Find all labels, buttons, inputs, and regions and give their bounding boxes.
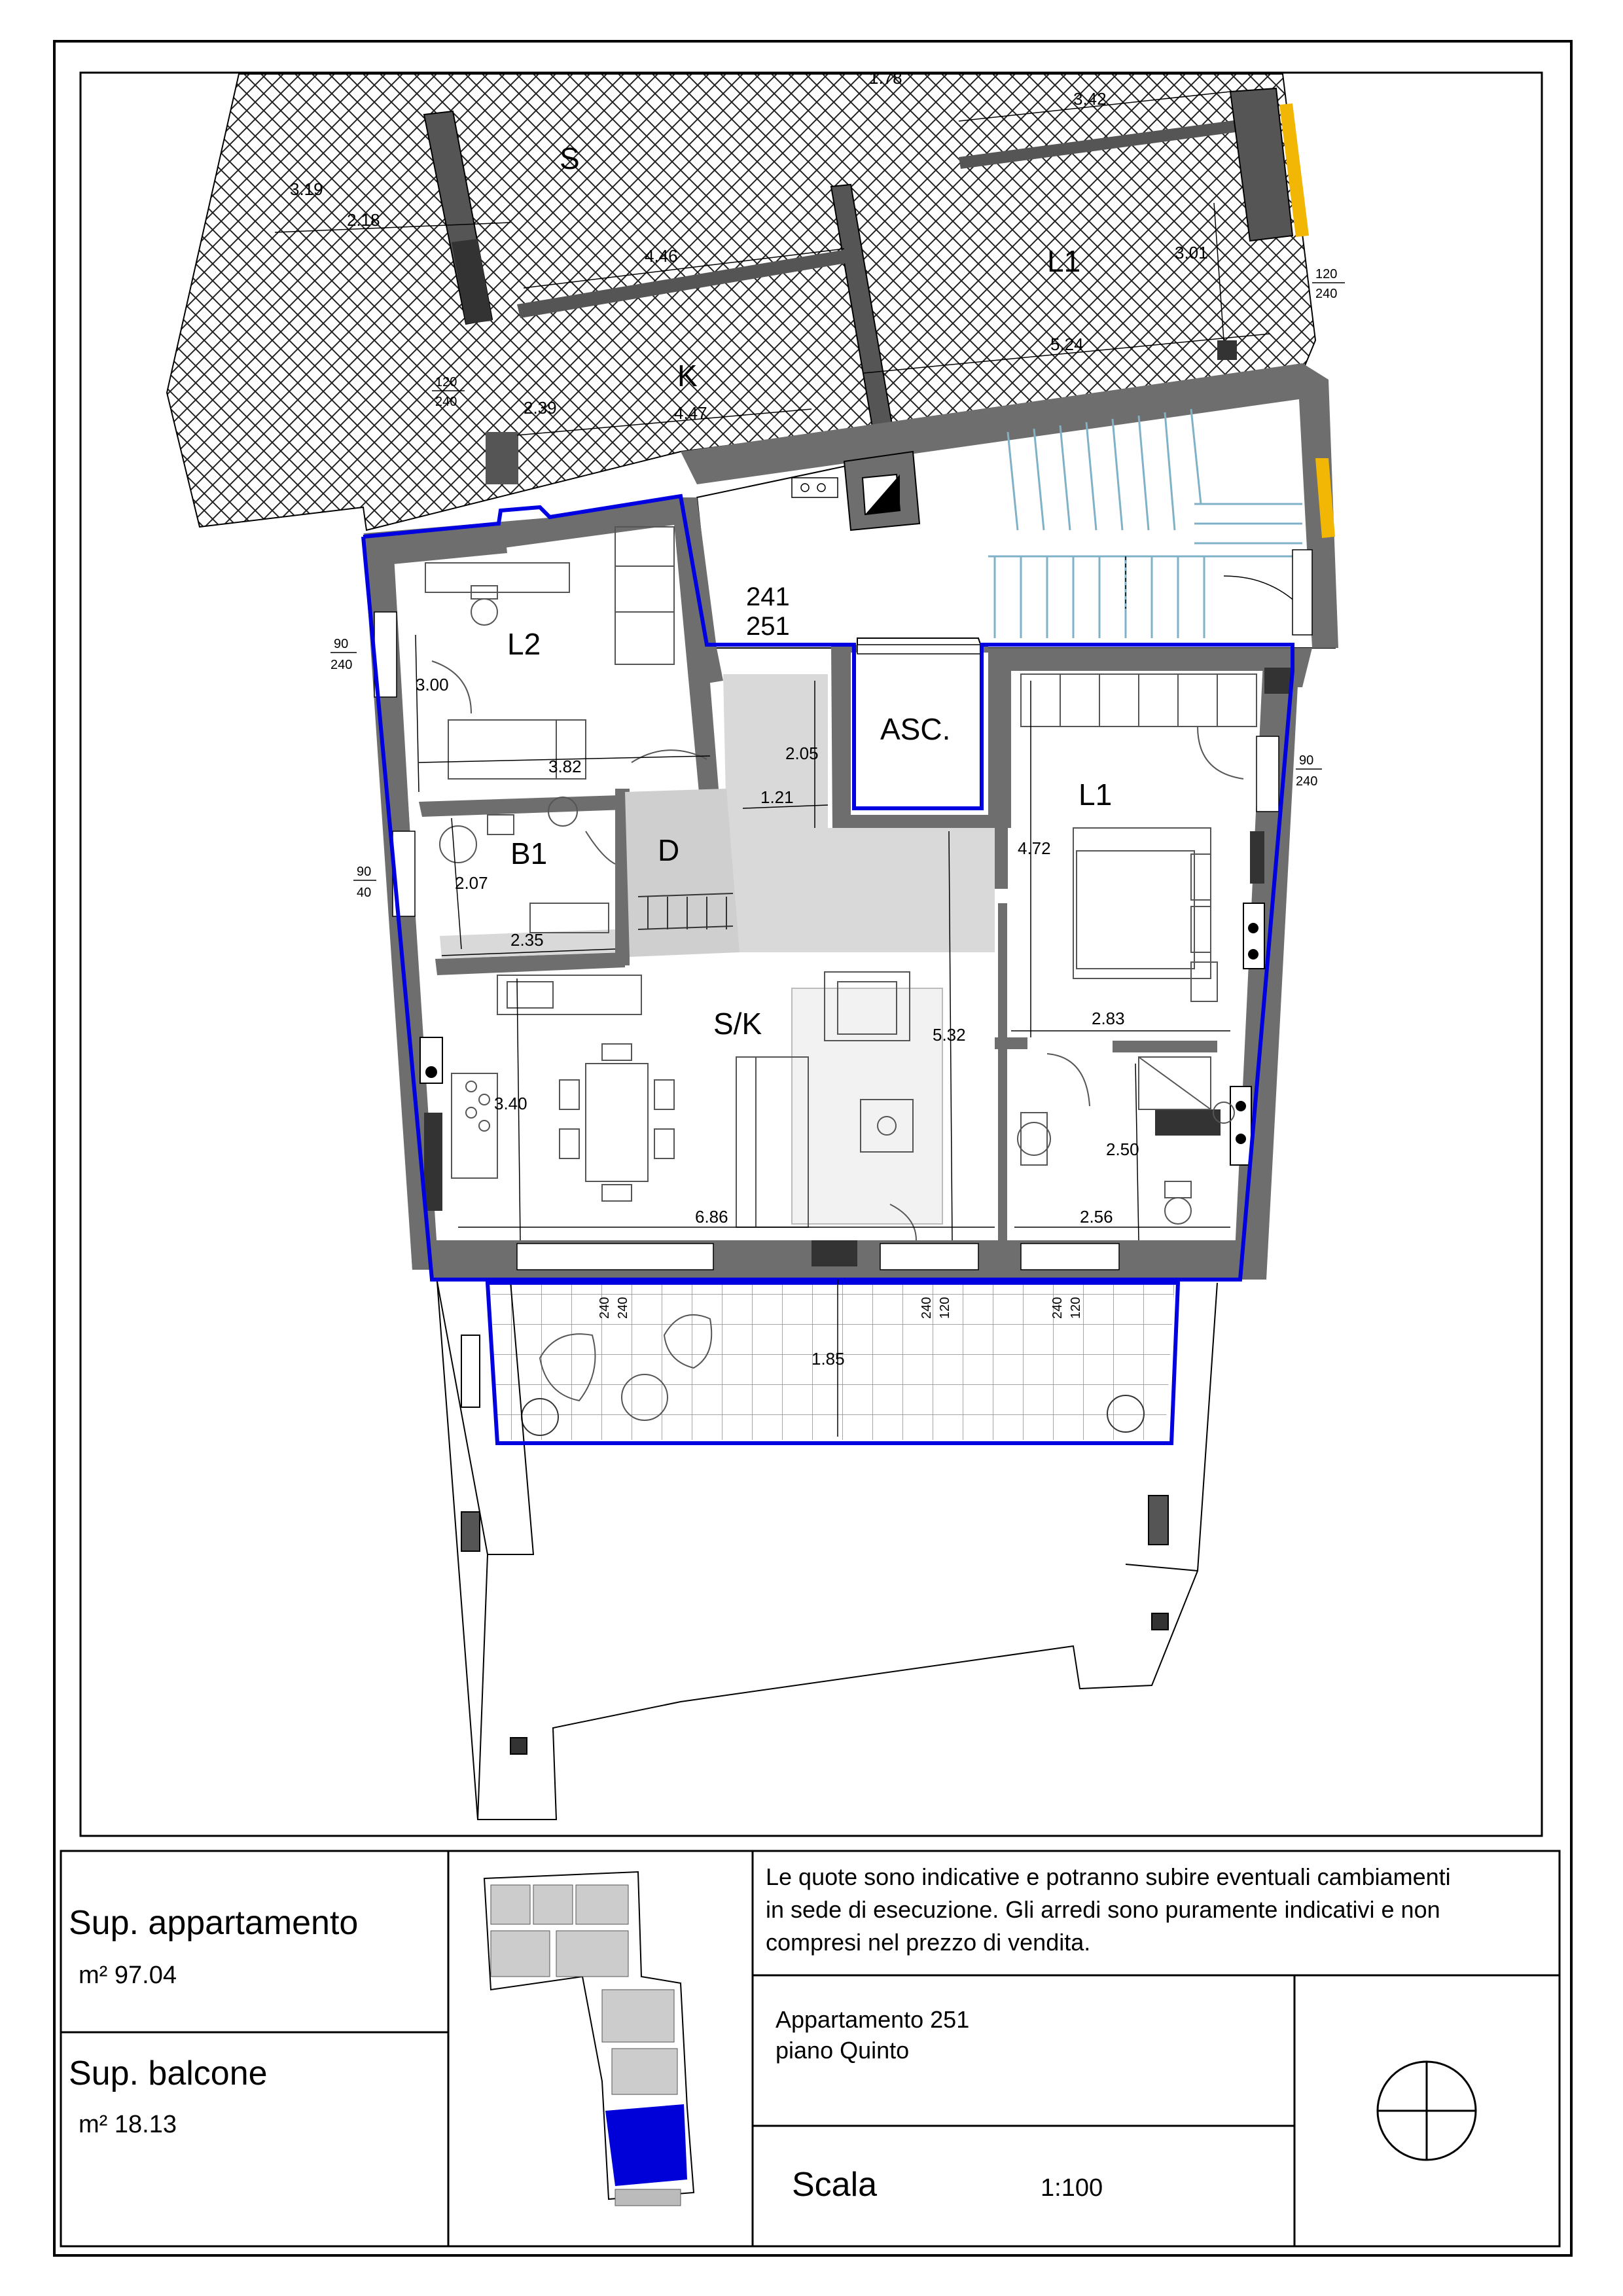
dim-l1-width: 2.83 <box>1092 1009 1125 1028</box>
room-label-sk: S/K <box>713 1007 762 1041</box>
storage-d-area <box>625 789 740 957</box>
dim-bath-height: 2.50 <box>1106 1139 1139 1159</box>
dim-sk-width: 6.86 <box>695 1207 728 1227</box>
dim-balcony-depth: 1.85 <box>812 1349 845 1369</box>
dim-top-5: 4.46 <box>645 246 678 266</box>
dim-sk-height: 5.32 <box>933 1025 966 1045</box>
area-balcony-value: m² 18.13 <box>79 2111 177 2138</box>
opening-right-height: 240 <box>1296 774 1318 789</box>
opening-bottom-1-width: 240 <box>597 1297 612 1319</box>
dim-top-9: 4.47 <box>674 403 707 423</box>
opening-bottom-1-height: 240 <box>616 1297 630 1319</box>
room-label-l1: L1 <box>1079 778 1113 812</box>
room-label-s-top: S <box>560 141 580 175</box>
opening-top-left-width: 120 <box>435 375 457 389</box>
dim-top-6: 3.01 <box>1175 243 1208 262</box>
stair-label-251: 251 <box>746 612 790 641</box>
opening-bottom-3-width: 120 <box>1069 1297 1083 1319</box>
dim-top-4: 2.18 <box>347 210 380 230</box>
dim-corr-height: 2.05 <box>785 744 819 763</box>
area-apartment-label: Sup. appartamento <box>69 1904 359 1942</box>
area-balcony-label: Sup. balcone <box>69 2054 268 2092</box>
dim-top-8: 2.39 <box>524 398 557 418</box>
north-arrow-icon <box>1378 2062 1476 2160</box>
opening-bottom-2-width: 120 <box>938 1297 952 1319</box>
room-label-l1-top: L1 <box>1047 244 1081 278</box>
dim-top-1: 1.78 <box>869 68 902 88</box>
note-line-1: Le quote sono indicative e potranno subire eventuali cambiamenti <box>766 1863 1451 1890</box>
dim-l2-height: 3.00 <box>416 675 449 694</box>
scale-value: 1:100 <box>1041 2174 1103 2202</box>
dim-b1-height: 2.07 <box>455 873 488 893</box>
note-line-2: in sede di esecuzione. Gli arredi sono puramente indicativi e non <box>766 1896 1440 1923</box>
dim-l1-height: 4.72 <box>1018 838 1051 858</box>
dim-top-2: 3.42 <box>1073 89 1107 109</box>
locator-highlight <box>605 2104 687 2186</box>
opening-left-top-height: 240 <box>330 658 353 672</box>
apartment-line-2: piano Quinto <box>776 2037 910 2064</box>
opening-left-top-width: 90 <box>334 637 349 651</box>
dim-b1-width: 2.35 <box>510 930 544 950</box>
dim-corr-width: 1.21 <box>760 787 794 807</box>
note-line-3: compresi nel prezzo di vendita. <box>766 1929 1091 1956</box>
corridor-area <box>723 674 995 952</box>
stair-label-241: 241 <box>746 583 790 611</box>
opening-top-right-height: 240 <box>1315 287 1338 301</box>
room-label-k-top: K <box>677 359 698 393</box>
area-apartment-value: m² 97.04 <box>79 1962 177 1989</box>
opening-top-right-width: 120 <box>1315 267 1338 281</box>
room-label-b1: B1 <box>510 836 548 870</box>
dim-l2-width: 3.82 <box>548 757 582 776</box>
dim-bath-width: 2.56 <box>1080 1207 1113 1227</box>
opening-left-mid-width: 90 <box>357 865 372 879</box>
opening-bottom-2-height: 240 <box>919 1297 934 1319</box>
opening-right-width: 90 <box>1299 753 1314 768</box>
dim-top-3: 3.19 <box>290 179 323 199</box>
opening-bottom-3-height: 240 <box>1050 1297 1065 1319</box>
apartment-line-1: Appartamento 251 <box>776 2006 970 2033</box>
room-label-l2: L2 <box>507 627 541 661</box>
room-label-d: D <box>658 833 680 867</box>
dim-sk-left-height: 3.40 <box>494 1094 527 1113</box>
opening-top-left-height: 240 <box>435 395 457 409</box>
dim-top-7: 5.24 <box>1050 334 1084 354</box>
scale-label: Scala <box>792 2166 878 2204</box>
room-label-asc: ASC. <box>880 712 951 746</box>
locator-thumbnail <box>474 1867 707 2224</box>
opening-left-mid-height: 40 <box>357 886 372 900</box>
